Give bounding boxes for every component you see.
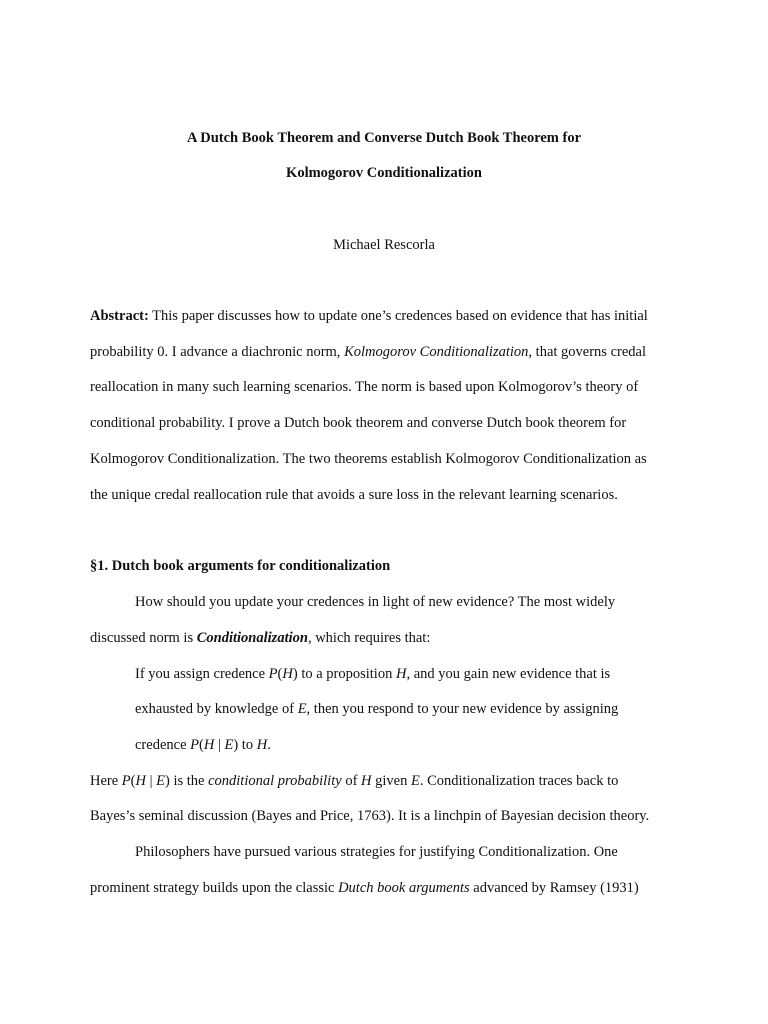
math-symbol: P [268,666,278,682]
block-quote-line-2 [135,700,695,718]
term-emphasis: Conditionalization [196,630,308,646]
block-quote-line-1 [135,665,695,683]
paper-title-line-1: A Dutch Book Theorem and Converse Dutch Book Theorem for [186,130,582,146]
text-run: , and you gain new evidence that is [406,666,611,682]
paragraph-2-line-1 [90,772,690,790]
term-emphasis: Dutch book arguments [338,880,470,896]
paragraph-3-line-1: Philosophers have pursued various strategies for justifying Conditionalization. One [135,844,618,860]
math-symbol: E [410,773,420,789]
abstract-text: This paper discusses how to update one’s credences based on evidence that has initial [148,308,648,324]
abstract-text: , that governs credal [528,344,646,360]
text-run: exhausted by knowledge of [135,701,298,717]
math-symbol: H [203,737,215,753]
text-run: If you assign credence [135,666,269,682]
math-symbol: H [282,666,293,682]
paragraph-1-line-2 [90,629,690,647]
math-symbol: E [224,737,234,753]
paragraph-3-line-2 [90,879,690,897]
abstract-emphasis: Kolmogorov Conditionalization [344,344,529,360]
text-run: ( [277,666,283,682]
text-run: | [214,737,225,753]
paper-title-line-2: Kolmogorov Conditionalization [286,165,482,181]
text-run: discussed norm is [90,630,197,646]
math-symbol: H [395,666,407,682]
text-run: ( [199,737,204,753]
math-symbol: H [135,773,146,789]
text-run: , which requires that: [307,630,431,646]
text-run: Here [90,773,122,789]
math-symbol: P [190,737,199,753]
text-run: ) to [233,737,257,753]
abstract-line-1 [90,307,690,325]
text-run: ) to a proposition [292,666,396,682]
math-symbol: P [121,773,131,789]
abstract-line-4: conditional probability. I prove a Dutch book theorem and converse Dutch book theorem for [90,415,627,431]
abstract-line-5: Kolmogorov Conditionalization. The two theorems establish Kolmogorov Conditionalization as [90,451,647,467]
text-run: credence [135,737,191,753]
term-emphasis: conditional probability [208,773,342,789]
text-run: of [341,773,362,789]
text-run: ( [130,773,136,789]
abstract-text: probability 0. I advance a diachronic norm, [90,344,345,360]
abstract-line-6: the unique credal reallocation rule that avoids a sure loss in the relevant learning scenarios. [90,487,618,503]
math-symbol: H [361,773,372,789]
text-run: . Conditionalization traces back to [419,773,619,789]
text-run: given [371,773,411,789]
math-symbol: H [256,737,268,753]
text-run: . [267,737,271,753]
text-run: ) is the [165,773,209,789]
paragraph-2-line-2: Bayes’s seminal discussion (Bayes and Price, 1763). It is a linchpin of Bayesian decision theory. [90,808,650,824]
abstract-line-3: reallocation in many such learning scenarios. The norm is based upon Kolmogorov’s theory of [90,379,639,395]
paragraph-1-line-1: How should you update your credences in light of new evidence? The most widely [135,594,616,610]
section-heading: §1. Dutch book arguments for conditionalization [90,558,391,574]
abstract-line-2 [90,343,690,361]
block-quote-line-3 [135,736,695,754]
text-run: | [145,773,157,789]
math-symbol: E [156,773,165,789]
text-run: prominent strategy builds upon the classic [90,880,339,896]
author-name: Michael Rescorla [333,237,435,253]
text-run: advanced by Ramsey (1931) [469,880,639,896]
math-symbol: E [297,701,307,717]
abstract-label: Abstract: [90,308,149,324]
text-run: , then you respond to your new evidence by assigning [306,701,619,717]
